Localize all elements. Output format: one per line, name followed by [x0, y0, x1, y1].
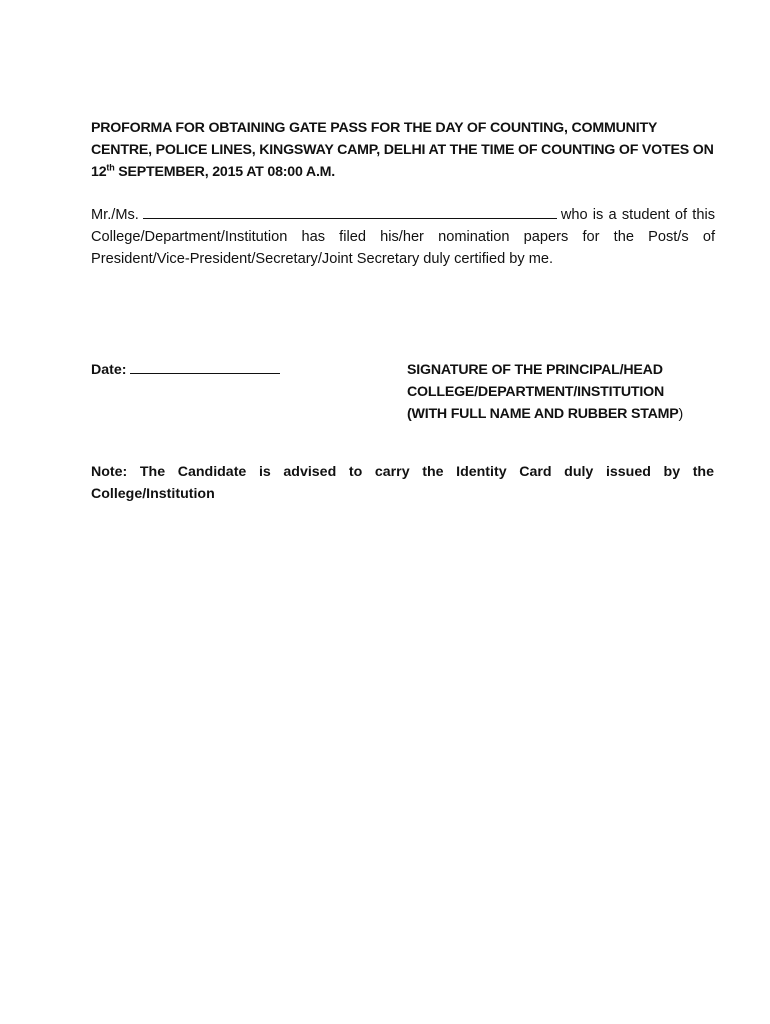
signature-block	[407, 359, 727, 425]
signature-line-1: SIGNATURE OF THE PRINCIPAL/HEAD	[407, 362, 663, 378]
heading-text-part2: SEPTEMBER, 2015 AT 08:00 A.M.	[114, 164, 336, 180]
certification-text: who is a student of this College/Department/Institution has filed his/her nomination papers for the Post/s of President/Vice-President/Secretary/Joint Secretary duly certified by me.	[91, 207, 715, 267]
heading-text-part1: PROFORMA FOR OBTAINING GATE PASS FOR THE DAY OF COUNTING, COMMUNITY CENTRE, POLICE LINES, KINGSWAY CAMP, DELHI AT THE TIME OF COUNTING OF VOTES ON 12	[91, 120, 714, 180]
signature-line-3	[407, 403, 727, 425]
signature-line-2: COLLEGE/DEPARTMENT/INSTITUTION	[407, 384, 664, 400]
heading-superscript: th	[106, 162, 115, 173]
certification-paragraph	[91, 204, 715, 270]
date-blank	[130, 361, 280, 374]
signature-line-3-text: (WITH FULL NAME AND RUBBER STAMP	[407, 406, 679, 422]
date-label: Date:	[91, 362, 127, 378]
date-field	[91, 359, 280, 381]
name-prefix: Mr./Ms.	[91, 207, 139, 223]
signature-line-3-paren: )	[678, 406, 684, 422]
document-heading	[91, 117, 716, 183]
student-name-blank	[143, 206, 557, 219]
note-text: Note: The Candidate is advised to carry the Identity Card duly issued by the College/Institution	[91, 464, 714, 502]
